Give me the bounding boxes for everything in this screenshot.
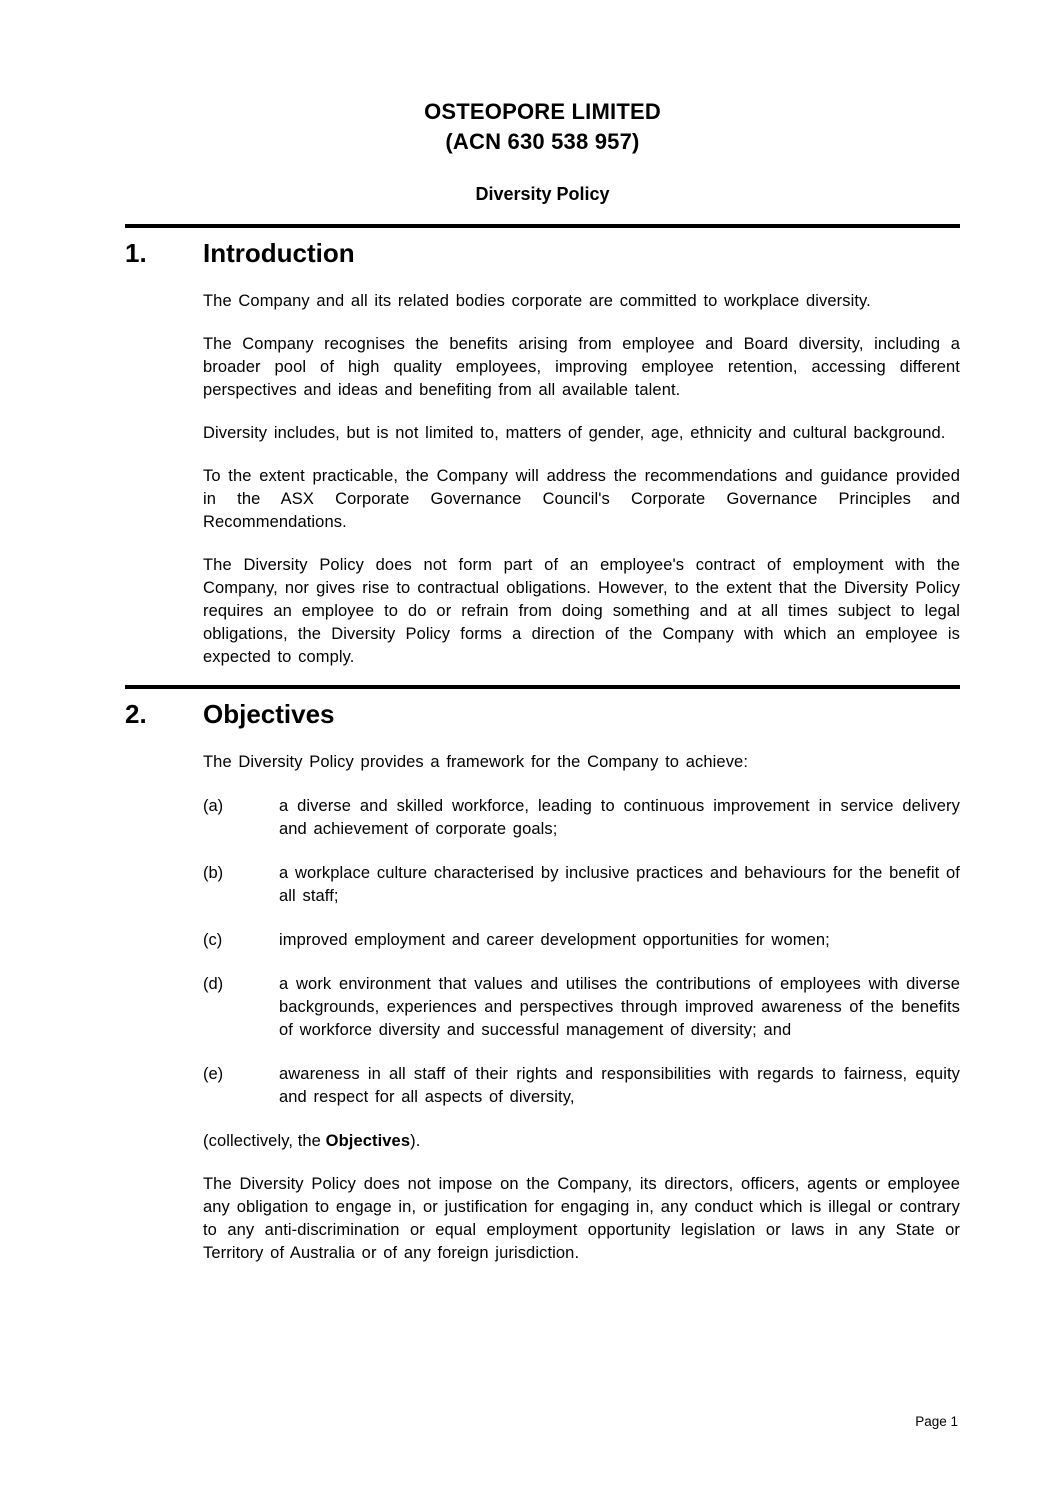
list-marker: (c) (203, 931, 223, 949)
paragraph: The Diversity Policy does not impose on the Company, its directors, officers, agents or employee any obligation to engage in, or justification for engaging in, any conduct which is illegal or contrary to any anti-discrimination or equal employment opportunity legislation or laws in any State or Territory of Australia or of any foreign jurisdiction. (203, 1175, 960, 1262)
paragraph: The Company and all its related bodies corporate are committed to workplace diversity. (203, 292, 871, 310)
document-header (125, 97, 960, 157)
list-item-c (203, 929, 960, 952)
company-name: OSTEOPORE LIMITED (424, 99, 661, 124)
section-introduction (125, 236, 960, 669)
list-item-a (203, 795, 960, 841)
collective-term: Objectives (325, 1132, 411, 1150)
section-heading-row (125, 697, 960, 731)
list-text: improved employment and career development opportunities for women; (279, 931, 830, 949)
list-marker: (b) (203, 864, 224, 882)
paragraph: Diversity includes, but is not limited to, matters of gender, age, ethnicity and cultural background. (203, 424, 946, 442)
list-marker: (a) (203, 797, 224, 815)
section-divider-top (125, 224, 960, 228)
company-acn: (ACN 630 538 957) (445, 129, 640, 154)
paragraph: The Diversity Policy does not form part of an employee's contract of employment with the Company, nor gives rise to contractual obligations. However, to the extent that the Diversity Policy requires an employee to do or refrain from doing something and at all times subject to legal obligations, the Diversity Policy forms a direction of the Company with which an employee is expected to comply. (203, 556, 960, 666)
section-title: Introduction (203, 238, 355, 268)
document-page (125, 0, 960, 1265)
paragraph: To the extent practicable, the Company will address the recommendations and guidance provided in the ASX Corporate Governance Council's Corporate Governance Principles and Recommendations. (203, 467, 960, 531)
section-objectives (125, 697, 960, 1265)
list-marker: (e) (203, 1065, 224, 1083)
list-text: awareness in all staff of their rights and responsibilities with regards to fairness, equity and respect for all aspects of diversity, (279, 1065, 960, 1106)
collective-definition (203, 1130, 960, 1153)
section-title: Objectives (203, 699, 335, 729)
document-title: Diversity Policy (475, 184, 610, 204)
list-text: a work environment that values and utilises the contributions of employees with diverse backgrounds, experiences and perspectives through improved awareness of the benefits of workforce diversity and successful management of diversity; and (279, 975, 960, 1039)
list-marker: (d) (203, 975, 224, 993)
collective-prefix: (collectively, the (203, 1132, 326, 1150)
paragraph: The Diversity Policy provides a framework for the Company to achieve: (203, 753, 749, 771)
list-text: a workplace culture characterised by inclusive practices and behaviours for the benefit of all staff; (279, 864, 960, 905)
list-item-d (203, 973, 960, 1042)
list-item-e (203, 1063, 960, 1109)
paragraph: The Company recognises the benefits arising from employee and Board diversity, including a broader pool of high quality employees, improving employee retention, accessing different perspectives and ideas and benefiting from all available talent. (203, 335, 960, 399)
collective-suffix: ). (410, 1132, 421, 1150)
section-divider-mid (125, 685, 960, 689)
section-number: 1. (125, 238, 147, 268)
page-number: Page 1 (915, 1414, 958, 1429)
section-heading-row (125, 236, 960, 270)
list-item-b (203, 862, 960, 908)
section-number: 2. (125, 699, 147, 729)
list-text: a diverse and skilled workforce, leading to continuous improvement in service delivery and achievement of corporate goals; (279, 797, 960, 838)
